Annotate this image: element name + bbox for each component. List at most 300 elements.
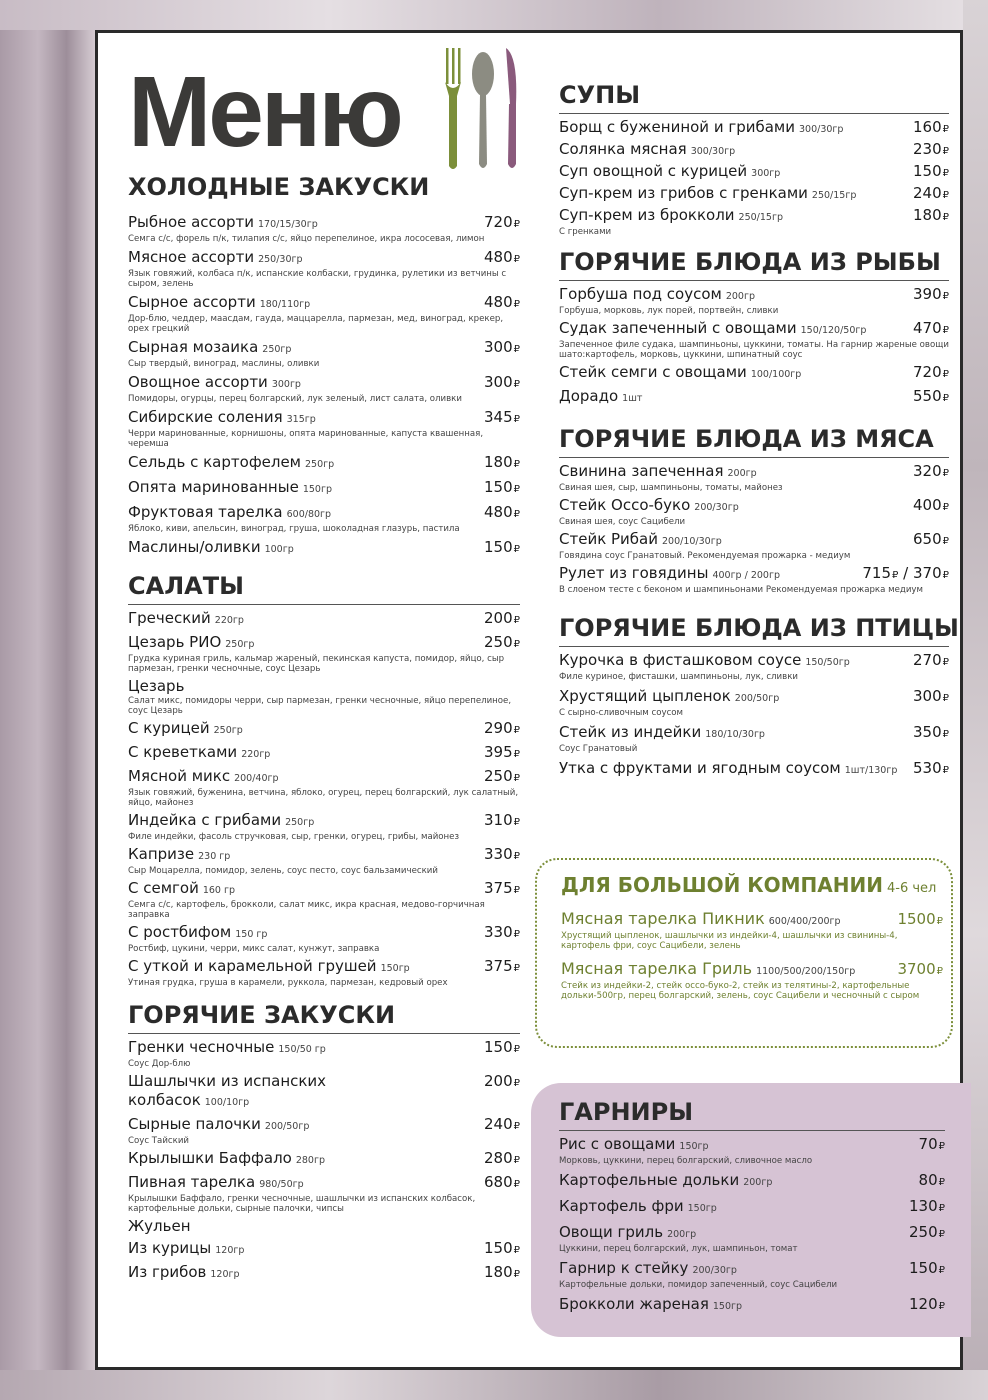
menu-item-row <box>559 140 949 161</box>
salads-title: САЛАТЫ <box>128 571 520 605</box>
price-value: 330 <box>483 845 513 863</box>
menu-item-row <box>128 408 520 429</box>
garnish-box <box>531 1083 971 1337</box>
price-value: 480 <box>483 293 513 311</box>
header <box>128 56 520 170</box>
menu-item-name-wrap <box>128 677 184 696</box>
ruble-icon: ₽ <box>513 725 520 736</box>
menu-item-weight: 400гр / 200гр <box>712 570 780 581</box>
menu-item-name-wrap <box>128 1239 244 1260</box>
price-value: 280 <box>483 1149 513 1167</box>
menu-item-name-wrap <box>559 1295 742 1316</box>
ruble-icon: ₽ <box>942 693 949 704</box>
menu-item-weight: 150гр <box>712 1301 743 1312</box>
menu-item-row <box>128 957 520 978</box>
ruble-icon: ₽ <box>513 254 520 265</box>
menu-item-name: Рис с овощами <box>559 1135 676 1153</box>
menu-item-weight: 230 гр <box>198 851 231 862</box>
menu-item-row <box>128 1149 520 1170</box>
menu-item-name-wrap <box>128 538 294 559</box>
menu-item-row <box>561 909 943 931</box>
menu-item-description: Свиная шея, соус Сацибели <box>559 517 686 527</box>
ruble-icon: ₽ <box>942 393 949 404</box>
menu-item-price <box>484 1263 520 1284</box>
menu-item-row <box>128 503 520 524</box>
menu-item-weight: 250/30гр <box>258 254 303 265</box>
menu-item-price <box>484 373 520 394</box>
menu-item-price <box>484 453 520 474</box>
menu-item-description: Ростбиф, цукини, черри, микс салат, кунжут, заправка <box>128 944 380 954</box>
menu-item <box>559 387 949 408</box>
menu-item-weight: 250/15гр <box>738 212 783 223</box>
menu-item-name: Стейк Рибай <box>559 530 659 548</box>
menu-item-name-wrap <box>128 1072 326 1112</box>
knife-icon <box>506 48 516 168</box>
menu-item-name: Гарнир к стейку <box>559 1259 689 1277</box>
menu-item <box>559 1135 945 1166</box>
menu-item-weight: 180/110гр <box>259 299 311 310</box>
menu-item-description: С гренками <box>559 227 612 237</box>
meat-title: ГОРЯЧИЕ БЛЮДА ИЗ МЯСА <box>559 424 949 458</box>
ruble-icon: ₽ <box>513 414 520 425</box>
price-value: 270 <box>912 651 942 669</box>
ruble-icon: ₽ <box>938 1203 945 1214</box>
fish-list <box>559 285 949 408</box>
menu-item-row <box>128 338 520 359</box>
menu-item-name: Из курицы <box>128 1239 212 1257</box>
background-bottom-grunge <box>0 1370 988 1400</box>
menu-item-weight: 220гр <box>214 615 244 626</box>
menu-item-name-wrap <box>561 909 841 931</box>
ruble-icon: ₽ <box>938 1265 945 1276</box>
menu-item-row <box>128 478 520 499</box>
menu-item-row <box>559 319 949 340</box>
price-value: 680 <box>483 1173 513 1191</box>
menu-item-description: Крылышки Баффало, гренки чесночные, шашлычки из испанских колбасок, картофельные дольки, сырные палочки, чипсы <box>128 1194 476 1214</box>
price-value: 400 <box>912 496 942 514</box>
menu-item-weight: 120гр <box>210 1269 240 1280</box>
menu-item <box>559 1259 945 1290</box>
menu-item-name-wrap <box>559 1171 772 1192</box>
menu-item-name: Картофель фри <box>559 1197 684 1215</box>
menu-item-weight: 300гр <box>271 379 301 390</box>
menu-item-weight: 200/50гр <box>264 1121 310 1132</box>
hot-snacks-list <box>128 1038 520 1284</box>
ruble-icon: ₽ <box>513 299 520 310</box>
menu-item-name-wrap <box>128 1115 309 1136</box>
menu-item-price <box>484 633 520 654</box>
ruble-icon: ₽ <box>936 966 943 977</box>
menu-item-price <box>862 564 949 585</box>
price-value: 150 <box>483 478 513 496</box>
menu-item-name: Судак запеченный с овощами <box>559 319 797 337</box>
menu-item-name-wrap <box>128 1217 191 1236</box>
menu-item-weight: 250гр <box>305 459 335 470</box>
menu-item-name: С ростбифом <box>128 923 232 941</box>
menu-item-name: Цезарь <box>128 677 185 695</box>
price-value: 70 <box>918 1135 938 1153</box>
salads-list <box>128 609 520 988</box>
price-value: 720 <box>483 213 513 231</box>
menu-item-weight: 150 гр <box>235 929 268 940</box>
menu-item-price <box>484 1173 520 1194</box>
menu-item-name: Солянка мясная <box>559 140 687 158</box>
menu-item-weight: 250гр <box>213 725 243 736</box>
price-value: 180 <box>483 453 513 471</box>
menu-item-name: Стейк из индейки <box>559 723 702 741</box>
menu-item-price <box>913 530 949 551</box>
menu-item-description: Салат микс, помидоры черри, сыр пармезан, гренки чесночные, яйцо перепелиное, соус Цезарь <box>128 696 512 716</box>
menu-item-name-wrap <box>128 1149 325 1170</box>
menu-item-name-wrap <box>128 1038 326 1059</box>
menu-item <box>128 957 520 988</box>
ruble-icon: ₽ <box>513 929 520 940</box>
menu-item-name: Мясной микс <box>128 767 231 785</box>
menu-item-weight: 200гр <box>727 468 757 479</box>
menu-item-name-wrap <box>128 633 254 654</box>
menu-item-description: Соус Гранатовый <box>559 744 638 754</box>
menu-item-name-wrap <box>559 140 735 161</box>
menu-item-description: Утиная грудка, груша в карамели, руккола, пармезан, кедровый орех <box>128 978 448 988</box>
menu-item-weight: 200/30гр <box>694 502 739 513</box>
menu-item-price <box>484 538 520 559</box>
menu-item-row <box>559 564 949 585</box>
menu-item-price <box>913 687 949 708</box>
menu-item-price <box>913 184 949 205</box>
price-value: 200 <box>483 1072 513 1090</box>
menu-item <box>559 530 949 561</box>
menu-item-row <box>559 387 949 408</box>
menu-item-weight: 170/15/30гр <box>258 219 318 230</box>
menu-item-price <box>919 1171 945 1192</box>
menu-item <box>128 338 520 369</box>
ruble-icon: ₽ <box>942 325 949 336</box>
price-value: 160 <box>912 118 942 136</box>
menu-item <box>128 293 520 334</box>
menu-item-name: Курочка в фисташковом соусе <box>559 651 802 669</box>
menu-item-price <box>484 719 520 740</box>
ruble-icon: ₽ <box>942 502 949 513</box>
menu-item-price <box>484 503 520 524</box>
ruble-icon: ₽ <box>513 1269 520 1280</box>
menu-item <box>128 1217 520 1236</box>
ruble-icon: ₽ <box>513 459 520 470</box>
menu-item-description: Язык говяжий, буженина, ветчина, яблоко, огурец, перец болгарский, лук салатный, яйцо, майонез <box>128 788 519 808</box>
menu-item-row <box>128 1038 520 1059</box>
menu-item <box>559 496 949 527</box>
company-title-text: ДЛЯ БОЛЬШОЙ КОМПАНИИ <box>561 873 883 897</box>
menu-item-name-wrap <box>559 184 856 205</box>
ruble-icon: ₽ <box>513 817 520 828</box>
menu-item-weight: 300/30гр <box>690 146 736 157</box>
menu-item-price <box>913 759 949 780</box>
menu-item <box>128 1149 520 1170</box>
menu-item-row <box>128 609 520 630</box>
menu-item-price <box>909 1259 945 1280</box>
menu-item-weight: 200/40гр <box>234 773 279 784</box>
menu-item-weight: 280гр <box>295 1155 325 1166</box>
menu-item-price <box>484 338 520 359</box>
price-value: 150 <box>483 1038 513 1056</box>
menu-item-name: Утка с фруктами и ягодным соусом <box>559 759 841 777</box>
menu-logo: Меню <box>128 56 401 168</box>
menu-item-name-wrap <box>128 213 318 234</box>
menu-item-price <box>919 1135 945 1156</box>
ruble-icon: ₽ <box>938 1229 945 1240</box>
menu-item-row <box>128 453 520 474</box>
menu-item-name-wrap <box>561 959 855 981</box>
menu-item-row <box>128 1263 520 1284</box>
menu-item-row <box>128 213 520 234</box>
company-title <box>561 870 943 907</box>
menu-item-row <box>128 677 520 696</box>
menu-item-name: Борщ с бужениной и грибами <box>559 118 796 136</box>
menu-item-weight: 200/30гр <box>692 1265 737 1276</box>
menu-item-description: Яблоко, киви, апельсин, виноград, груша, шоколадная глазурь, пастила <box>128 524 460 534</box>
menu-item-description: Запеченное филе судака, шампиньоны, цуккини, томаты. На гарнир жареные овощи шато:картофель, морковь, цуккини, шпинатный соус <box>559 340 949 360</box>
menu-item-name-wrap <box>128 845 230 866</box>
menu-item-name-wrap <box>128 719 243 740</box>
big-company-box <box>535 858 953 1048</box>
cold-appetizers-title: ХОЛОДНЫЕ ЗАКУСКИ <box>128 173 430 201</box>
menu-item-name: Жульен <box>128 1217 191 1235</box>
menu-item-price <box>913 319 949 340</box>
menu-item-name: Индейка с грибами <box>128 811 282 829</box>
menu-item <box>128 609 520 630</box>
menu-item-price <box>484 743 520 764</box>
price-value: 180 <box>912 206 942 224</box>
price-value: 150 <box>912 162 942 180</box>
menu-item-price <box>913 162 949 183</box>
menu-item-price <box>913 387 949 408</box>
menu-item-row <box>128 923 520 944</box>
price-value: 720 <box>912 363 942 381</box>
menu-item-weight: 200гр <box>743 1177 773 1188</box>
menu-item-name: Рыбное ассорти <box>128 213 254 231</box>
ruble-icon: ₽ <box>513 749 520 760</box>
menu-item-name: Фруктовая тарелка <box>128 503 283 521</box>
menu-item-price <box>484 408 520 429</box>
menu-item-row <box>559 1295 945 1316</box>
ruble-icon: ₽ <box>942 729 949 740</box>
ruble-icon: ₽ <box>942 657 949 668</box>
menu-item-row <box>559 759 949 780</box>
menu-item-name: Гренки чесночные <box>128 1038 275 1056</box>
menu-item-row <box>559 1197 945 1218</box>
menu-item <box>128 1038 520 1069</box>
menu-item-description: Семга с/с, картофель, брокколи, салат микс, икра красная, медово-горчичная заправка <box>128 900 485 920</box>
price-value: 120 <box>908 1295 938 1313</box>
menu-item-name: Хрустящий цыпленок <box>559 687 731 705</box>
menu-item-name: С семгой <box>128 879 199 897</box>
menu-item-price <box>913 206 949 227</box>
soups-list <box>559 118 949 237</box>
menu-item-name-wrap <box>559 1135 709 1156</box>
menu-item-row <box>559 363 949 384</box>
menu-item <box>128 408 520 449</box>
ruble-icon: ₽ <box>513 484 520 495</box>
menu-item-name: Стейк семги с овощами <box>559 363 747 381</box>
menu-item-name: Опята маринованные <box>128 478 299 496</box>
menu-item <box>559 1223 945 1254</box>
ruble-icon: ₽ <box>513 1179 520 1190</box>
menu-item-name-wrap <box>559 1197 717 1218</box>
menu-item-name: Крылышки Баффало <box>128 1149 292 1167</box>
cold-appetizers-list <box>128 213 520 559</box>
menu-item-name: Маслины/оливки <box>128 538 261 556</box>
menu-item-row <box>559 462 949 483</box>
menu-item <box>559 723 949 754</box>
price-value: 300 <box>483 373 513 391</box>
ruble-icon: ₽ <box>513 615 520 626</box>
menu-item-name-wrap <box>559 530 722 551</box>
menu-item-weight: 300/30гр <box>799 124 844 135</box>
background-top-grunge <box>0 0 988 30</box>
menu-item <box>559 285 949 316</box>
menu-item <box>559 118 949 139</box>
menu-item-price <box>913 285 949 306</box>
price-value: 300 <box>483 338 513 356</box>
menu-item-description: Помидоры, огурцы, перец болгарский, лук зеленый, лист салата, оливки <box>128 394 462 404</box>
ruble-icon: ₽ <box>513 544 520 555</box>
price-value: 240 <box>912 184 942 202</box>
price-value: 3700 <box>897 960 936 978</box>
menu-item-name: Мясное ассорти <box>128 248 255 266</box>
menu-item-name: Овощное ассорти <box>128 373 268 391</box>
ruble-icon: ₽ <box>892 570 899 581</box>
menu-item <box>128 811 520 842</box>
menu-item-row <box>128 293 520 314</box>
menu-item-name-wrap <box>559 319 866 340</box>
soups-title: СУПЫ <box>559 80 949 114</box>
menu-item-name-wrap <box>559 1259 737 1280</box>
menu-item-price <box>913 363 949 384</box>
menu-item-name-continued: колбасок <box>128 1091 201 1109</box>
menu-item-weight: 100гр <box>264 544 294 555</box>
ruble-icon: ₽ <box>513 963 520 974</box>
menu-item <box>128 1239 520 1260</box>
menu-item-weight: 1шт <box>622 393 643 404</box>
menu-item-row <box>559 206 949 227</box>
menu-item-name-wrap <box>128 338 291 359</box>
price-value: 375 <box>483 879 513 897</box>
price-value: 345 <box>483 408 513 426</box>
menu-item-row <box>559 651 949 672</box>
price-value: 395 <box>483 743 513 761</box>
menu-item <box>128 1072 520 1112</box>
ruble-icon: ₽ <box>942 765 949 776</box>
menu-item-name-wrap <box>128 373 301 394</box>
menu-item-description: Филе куриное, фисташки, шампиньоны, лук, сливки <box>559 672 798 682</box>
menu-item-weight: 150гр <box>679 1141 709 1152</box>
menu-item-row <box>128 811 520 832</box>
menu-item-description: Соус Тайский <box>128 1136 189 1146</box>
menu-item-name-wrap <box>559 462 757 483</box>
menu-item-weight: 1шт/130гр <box>844 765 898 776</box>
ruble-icon: ₽ <box>938 1177 945 1188</box>
menu-item-name-wrap <box>559 118 843 139</box>
menu-item-row <box>128 1115 520 1136</box>
menu-item-weight: 150/120/50гр <box>800 325 867 336</box>
company-list <box>561 909 943 1001</box>
price-value: 80 <box>918 1171 938 1189</box>
menu-item <box>559 206 949 237</box>
menu-item <box>128 845 520 876</box>
menu-item <box>128 453 520 474</box>
menu-item <box>128 478 520 499</box>
ruble-icon: ₽ <box>513 885 520 896</box>
menu-item-weight: 300гр <box>751 168 781 179</box>
ruble-icon: ₽ <box>942 468 949 479</box>
price-value: 1500 <box>897 910 936 928</box>
menu-item-row <box>561 959 943 981</box>
hot-snacks-title: ГОРЯЧИЕ ЗАКУСКИ <box>128 1000 520 1034</box>
menu-item-description: Сыр твердый, виноград, маслины, оливки <box>128 359 320 369</box>
menu-item-name-wrap <box>128 879 235 900</box>
menu-item-weight: 100/100гр <box>750 369 802 380</box>
menu-item <box>128 248 520 289</box>
menu-item <box>559 319 949 360</box>
menu-item-weight: 200/10/30гр <box>662 536 722 547</box>
price-value: 240 <box>483 1115 513 1133</box>
menu-item-description: Грудка куриная гриль, кальмар жареный, пекинская капуста, помидор, яйцо, сыр пармезан, гренки чесночные, соус Цезарь <box>128 654 505 674</box>
menu-item-row <box>559 162 949 183</box>
menu-item-name-wrap <box>128 811 314 832</box>
menu-item-row <box>559 285 949 306</box>
menu-item-name: Свинина запеченная <box>559 462 724 480</box>
ruble-icon: ₽ <box>936 916 943 927</box>
menu-item-name-wrap <box>559 759 897 780</box>
menu-item-name: Дорадо <box>559 387 619 405</box>
price-value: 150 <box>908 1259 938 1277</box>
menu-item-price <box>913 118 949 139</box>
ruble-icon: ₽ <box>513 639 520 650</box>
price-value: 290 <box>483 719 513 737</box>
menu-item <box>128 538 520 559</box>
menu-item-description: Цуккини, перец болгарский, лук, шампиньон, томат <box>559 1244 798 1254</box>
menu-item <box>559 1197 945 1218</box>
menu-item <box>128 633 520 674</box>
meat-list <box>559 462 949 595</box>
menu-item-name-wrap <box>128 408 316 429</box>
menu-item-name: Суп-крем из грибов с гренками <box>559 184 808 202</box>
background-left-grunge <box>0 0 95 1400</box>
price-value: 250 <box>908 1223 938 1241</box>
price-value: 150 <box>483 538 513 556</box>
menu-item-weight: 200гр <box>725 291 755 302</box>
menu-item <box>559 184 949 205</box>
ruble-icon: ₽ <box>513 379 520 390</box>
ruble-icon: ₽ <box>942 291 949 302</box>
price-value: 200 <box>483 609 513 627</box>
menu-item-row <box>128 879 520 900</box>
menu-item-row <box>559 184 949 205</box>
price-value: 530 <box>912 759 942 777</box>
menu-item <box>128 879 520 920</box>
menu-item <box>561 909 943 951</box>
menu-item-price <box>897 910 943 931</box>
price-value: 250 <box>483 767 513 785</box>
menu-item-name-wrap <box>128 453 334 474</box>
menu-item-name-wrap <box>128 478 332 499</box>
menu-item-name-wrap <box>559 387 642 408</box>
menu-item-name-wrap <box>128 1263 240 1284</box>
menu-item-name: Стейк Оссо-буко <box>559 496 691 514</box>
menu-item-weight: 250гр <box>225 639 255 650</box>
menu-item <box>128 1263 520 1284</box>
menu-item-weight: 980/50гр <box>259 1179 304 1190</box>
menu-item-price <box>484 213 520 234</box>
